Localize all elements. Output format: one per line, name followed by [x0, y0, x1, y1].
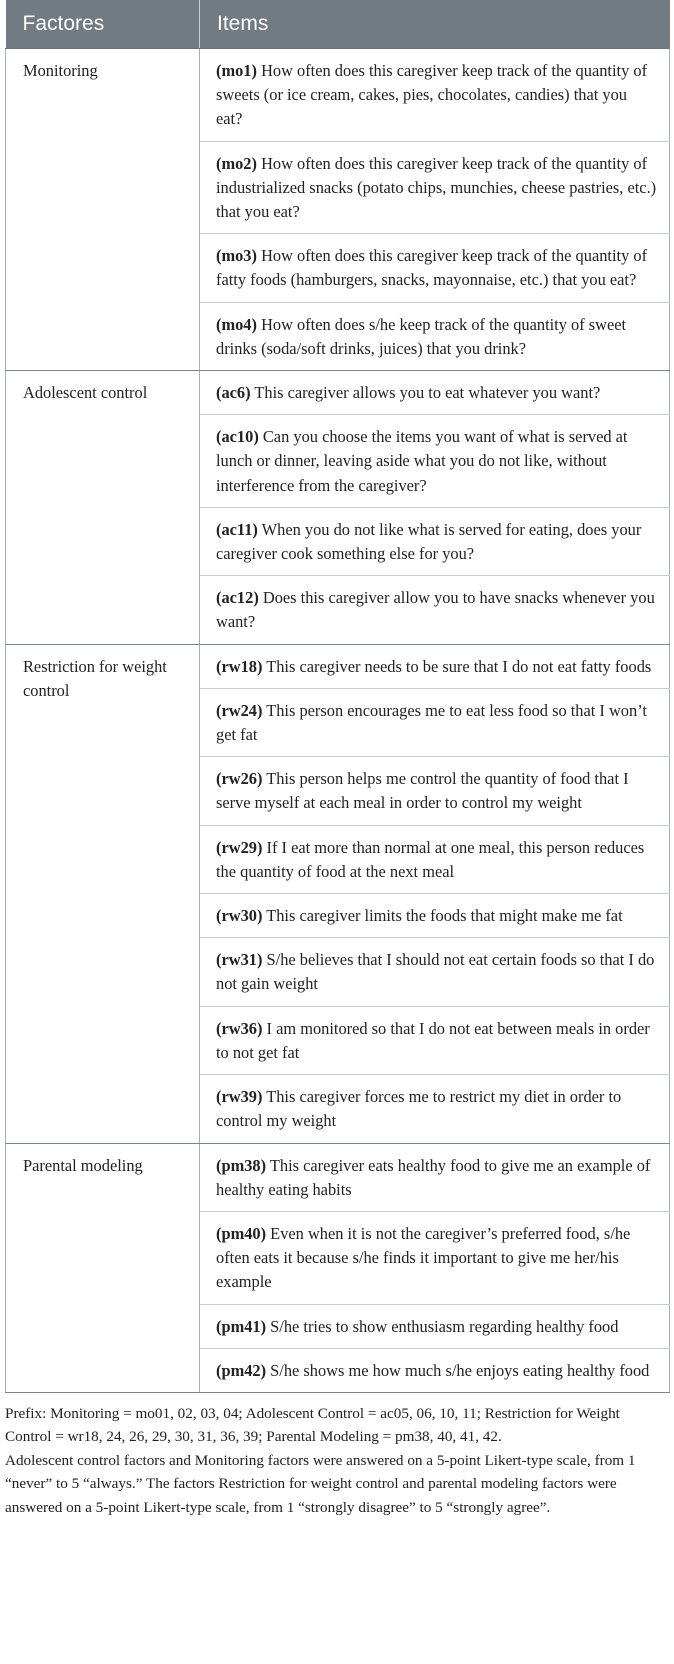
item-code: (ac12)	[216, 588, 259, 608]
item-code: (rw31)	[216, 950, 263, 970]
item-cell	[200, 49, 670, 142]
item-code: (mo4)	[216, 314, 257, 334]
item-text: This caregiver needs to be sure that I do not eat fatty foods	[262, 656, 652, 676]
item-cell	[200, 302, 670, 370]
item-text: Even when it is not the caregiver’s preferred food, s/he often eats it because s/he finds it important to give me her/his example	[216, 1223, 631, 1292]
header-items: Items	[200, 0, 670, 49]
item-code: (mo2)	[216, 153, 257, 173]
item-text: When you do not like what is served for eating, does your caregiver cook something else for you?	[216, 519, 642, 564]
item-cell	[200, 1348, 670, 1392]
factor-parental-modeling: Parental modeling	[6, 1143, 200, 1392]
item-cell	[200, 938, 670, 1006]
item-cell	[200, 576, 670, 644]
item-text: How often does this caregiver keep track of the quantity of fatty foods (hamburgers, snacks, mayonnaise, etc.) that you eat?	[216, 246, 648, 290]
item-text: S/he shows me how much s/he enjoys eating healthy food	[266, 1360, 650, 1380]
table-row	[6, 371, 670, 415]
item-code: (pm41)	[216, 1316, 267, 1336]
item-cell	[200, 141, 670, 234]
item-cell	[200, 1304, 670, 1348]
item-code: (rw30)	[216, 906, 263, 926]
item-cell	[200, 234, 670, 302]
table-row	[6, 49, 670, 142]
factor-adolescent-control: Adolescent control	[6, 371, 200, 645]
factor-monitoring: Monitoring	[6, 49, 200, 371]
item-cell	[200, 688, 670, 756]
table-row	[6, 1143, 670, 1211]
item-cell	[200, 415, 670, 508]
item-text: S/he believes that I should not eat certain foods so that I do not gain weight	[216, 950, 655, 994]
header-factors: Factores	[6, 0, 200, 49]
item-text: This caregiver forces me to restrict my diet in order to control my weight	[216, 1087, 622, 1131]
item-code: (rw24)	[216, 700, 263, 720]
item-code: (pm42)	[216, 1360, 267, 1380]
item-cell	[200, 1075, 670, 1143]
item-cell	[200, 371, 670, 415]
item-code: (ac11)	[216, 519, 258, 539]
item-cell	[200, 1143, 670, 1211]
item-text: How often does this caregiver keep track of the quantity of sweets (or ice cream, cakes, pies, chocolates, candies) that you eat?	[216, 61, 648, 129]
item-code: (rw36)	[216, 1018, 263, 1038]
item-text: How often does s/he keep track of the quantity of sweet drinks (soda/soft drinks, juices) that you drink?	[216, 314, 627, 358]
item-text: Does this caregiver allow you to have snacks whenever you want?	[216, 588, 655, 632]
factors-items-table	[5, 0, 670, 1393]
item-text: I am monitored so that I do not eat between meals in order to not get fat	[216, 1018, 650, 1062]
item-code: (mo3)	[216, 246, 257, 266]
item-cell	[200, 644, 670, 688]
table-row	[6, 644, 670, 688]
item-code: (rw39)	[216, 1087, 263, 1107]
item-cell	[200, 825, 670, 893]
item-code: (rw29)	[216, 837, 263, 857]
item-code: (pm40)	[216, 1223, 267, 1243]
item-cell	[200, 894, 670, 938]
item-code: (pm38)	[216, 1155, 267, 1175]
item-text: S/he tries to show enthusiasm regarding healthy food	[266, 1316, 619, 1336]
factor-restriction-weight-control: Restriction for weight control	[6, 644, 200, 1143]
item-code: (ac10)	[216, 427, 259, 447]
table-header-row	[6, 0, 670, 49]
table-footnote	[5, 1393, 668, 1519]
item-text: If I eat more than normal at one meal, this person reduces the quantity of food at the next meal	[216, 837, 645, 881]
item-text: This person helps me control the quantity of food that I serve myself at each meal in order to control my weight	[216, 769, 629, 813]
prefix-note: Prefix: Monitoring = mo01, 02, 03, 04; Adolescent Control = ac05, 06, 10, 11; Restriction for Weight Control = wr18, 24, 26, 29, 30, 31, 36, 39; Parental Modeling = pm38, 40, 41, 42.	[5, 1404, 620, 1446]
item-text: This person encourages me to eat less food so that I won’t get fat	[216, 700, 647, 745]
item-cell	[200, 507, 670, 575]
item-text: Can you choose the items you want of what is served at lunch or dinner, leaving aside what you do not like, without interference from the caregiver?	[216, 427, 628, 495]
item-text: How often does this caregiver keep track of the quantity of industrialized snacks (potato chips, munchies, cheese pastries, etc.) that you eat?	[216, 153, 657, 222]
item-code: (mo1)	[216, 61, 257, 80]
item-code: (rw18)	[216, 656, 263, 676]
item-text: This caregiver limits the foods that might make me fat	[262, 906, 623, 926]
item-code: (rw26)	[216, 769, 263, 789]
item-text: This caregiver eats healthy food to give me an example of healthy eating habits	[216, 1155, 651, 1199]
item-code: (ac6)	[216, 383, 251, 403]
item-cell	[200, 1211, 670, 1304]
item-cell	[200, 1006, 670, 1074]
item-text: This caregiver allows you to eat whatever you want?	[250, 383, 601, 403]
item-cell	[200, 757, 670, 825]
scale-note: Adolescent control factors and Monitoring factors were answered on a 5-point Likert-type scale, from 1 “never” to 5 “always.” The factors Restriction for weight control and parental modeling factors were answered on a 5-point Likert-type scale, from 1 “strongly disagree” to 5 “strongly agree”.	[5, 1451, 636, 1516]
